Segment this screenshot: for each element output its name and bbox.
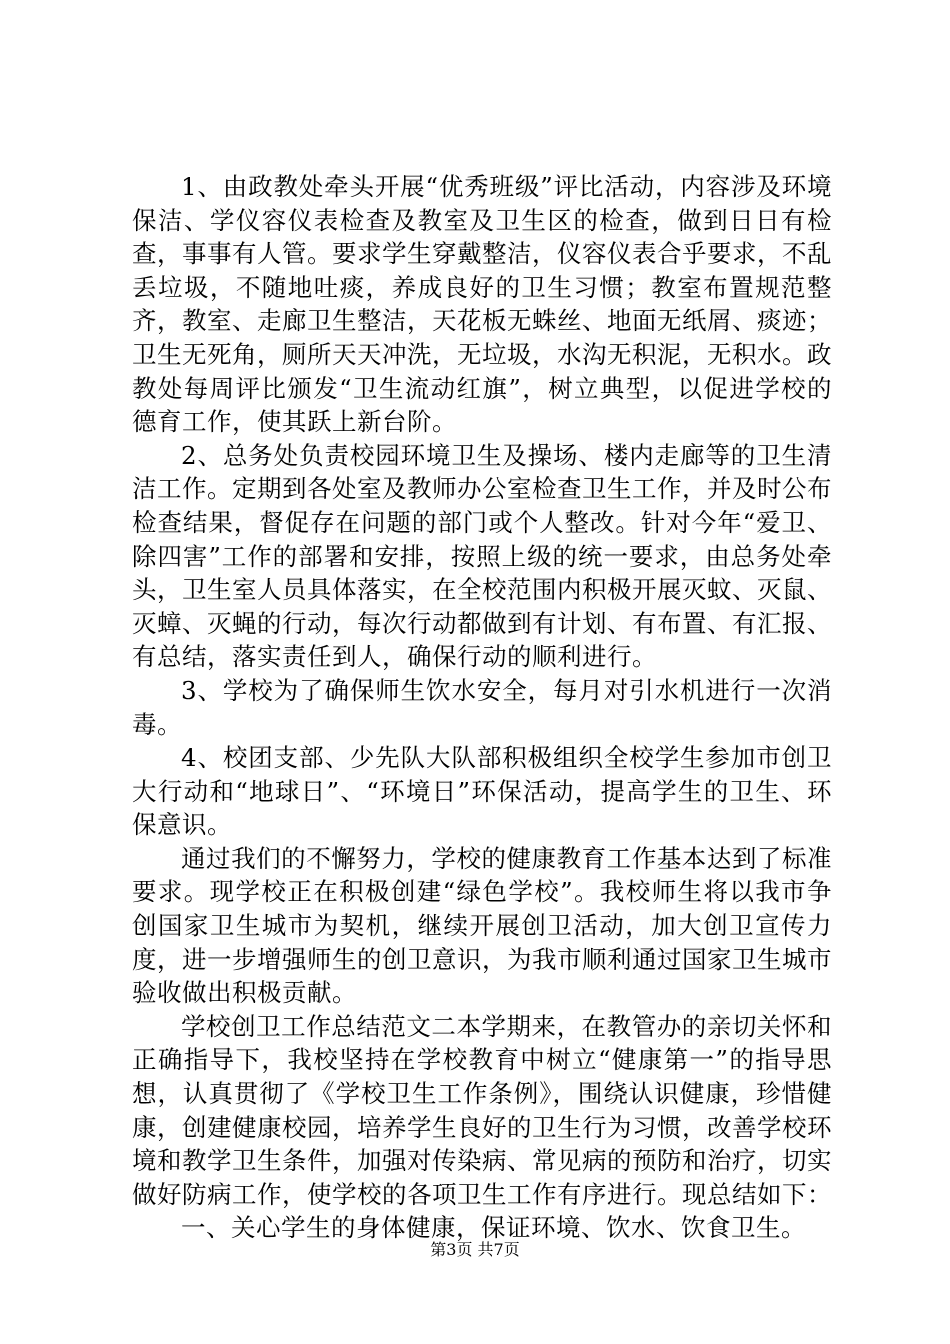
page-number-footer: 第3页 共7页 [430, 1240, 520, 1259]
paragraph-6: 学校创卫工作总结范文二本学期来，在教管办的亲切关怀和正确指导下，我校坚持在学校教育中树立“健康第一”的指导思想，认真贯彻了《学校卫生工作条例》，围绕认识健康，珍惜健康，创建健康校园，培养学生良好的卫生行为习惯，改善学校环境和教学卫生条件，加强对传染病、常见病的预防和治疗，切实做好防病工作，使学校的各项卫生工作有序进行。现总结如下： [132, 1011, 832, 1209]
paragraph-5: 通过我们的不懈努力，学校的健康教育工作基本达到了标准要求。现学校正在积极创建“绿色学校”。我校师生将以我市争创国家卫生城市为契机，继续开展创卫活动，加大创卫宣传力度，进一步增强师生的创卫意识，为我市顺利通过国家卫生城市验收做出积极贡献。 [132, 843, 832, 1008]
paragraph-3: 3、学校为了确保师生饮水安全，每月对引水机进行一次消毒。 [132, 675, 832, 739]
document-body [132, 170, 832, 1245]
paragraph-7: 一、关心学生的身体健康，保证环境、饮水、饮食卫生。 [181, 1213, 806, 1243]
paragraph-1: 1、由政教处牵头开展“优秀班级”评比活动，内容涉及环境保洁、学仪容仪表检查及教室及卫生区的检查，做到日日有检查，事事有人管。要求学生穿戴整洁，仪容仪表合乎要求，不乱丢垃圾，不随地吐痰，养成良好的卫生习惯；教室布置规范整齐，教室、走廊卫生整洁，天花板无蛛丝、地面无纸屑、痰迹；卫生无死角，厕所天天冲洗，无垃圾，水沟无积泥，无积水。政教处每周评比颁发“卫生流动红旗”，树立典型，以促进学校的德育工作，使其跃上新台阶。 [132, 172, 832, 437]
paragraph-4: 4、校团支部、少先队大队部积极组织全校学生参加市创卫大行动和“地球日”、“环境日”环保活动，提高学生的卫生、环保意识。 [132, 743, 832, 840]
paragraph-2: 2、总务处负责校园环境卫生及操场、楼内走廊等的卫生清洁工作。定期到各处室及教师办公室检查卫生工作，并及时公布检查结果，督促存在问题的部门或个人整改。针对今年“爱卫、除四害”工作的部署和安排，按照上级的统一要求，由总务处牵头，卫生室人员具体落实，在全校范围内积极开展灭蚊、灭鼠、灭蟑、灭蝇的行动，每次行动都做到有计划、有布置、有汇报、有总结，落实责任到人，确保行动的顺利进行。 [132, 440, 832, 672]
